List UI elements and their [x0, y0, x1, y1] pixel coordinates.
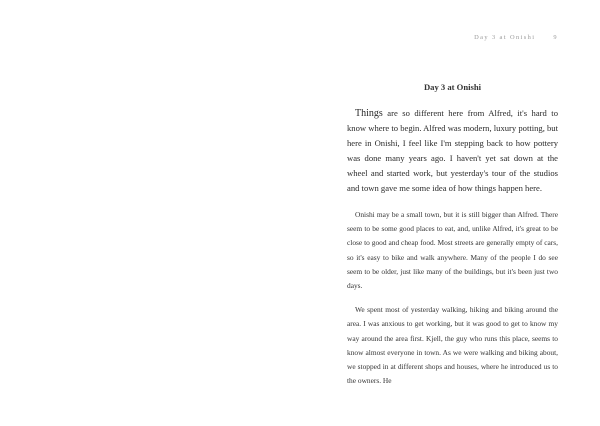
paragraph-1-lead: Things: [355, 108, 383, 119]
paragraph-3: We spent most of yesterday walking, hiking and biking around the area. I was anxious to get working, but it was good to get to know my way around the area first. Kjell, the guy who runs this place, seems to know almost everyone in town. As we were walking and biking about, we stopped in at different shops and houses, where he introduced us to the owners. He: [347, 305, 558, 386]
paragraph-1: [347, 106, 558, 196]
chapter-title: Day 3 at Onishi: [423, 82, 482, 92]
running-title: Day 3 at Onishi: [474, 34, 536, 41]
paragraph-1-rest: are so different here from Alfred, it's hard to know where to begin. Alfred was modern, luxury potting, but here in Onishi, I feel like I'm stepping back to how pottery was done many years ago. I haven't yet sat down at the wheel and started work, but yesterday's tour of the studios and town gave me some idea of how things happen here.: [347, 108, 558, 193]
right-page: [300, 0, 600, 426]
page-number: 9: [553, 34, 558, 41]
running-header: [474, 34, 558, 41]
paragraph-2: Onishi may be a small town, but it is still bigger than Alfred. There seem to be some good places to eat, and, unlike Alfred, it's great to be close to good and cheap food. Most streets are generally empty of cars, so it's easy to bike and walk anywhere. Many of the people I do see seem to be older, just like many of the buildings, but it's been just two days.: [347, 210, 558, 291]
body-text: [347, 106, 558, 398]
